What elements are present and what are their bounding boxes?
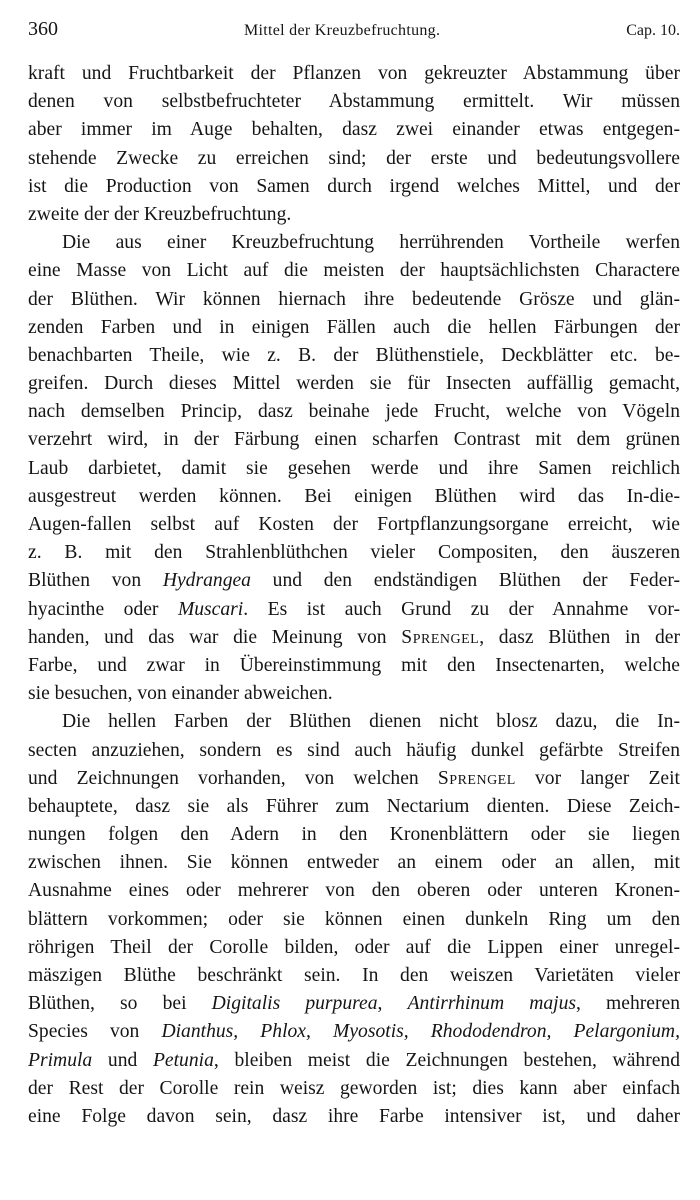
- text-line: [28, 145, 680, 173]
- text-span: Farbe, und zwar in Übereinstimmung mit den Insectenarten, welche: [28, 654, 680, 676]
- text-span: aber immer im Auge behalten, dasz zwei einander etwas entgegen-: [28, 119, 680, 141]
- italic-span: Hydrangea: [162, 570, 251, 592]
- text-span: zenden Farben und in einigen Fällen auch die hellen Färbungen der: [28, 316, 680, 338]
- text-line: [28, 483, 680, 511]
- text-line: [28, 173, 680, 201]
- text-line: [28, 539, 680, 567]
- text-line: [28, 680, 680, 708]
- text-span: nungen folgen den Adern in den Kronenblättern oder sie liegen: [28, 824, 680, 846]
- smallcaps-span: Sprengel: [401, 626, 480, 648]
- text-span: verzehrt wird, in der Färbung einen scharfen Contrast mit dem grünen: [28, 429, 680, 451]
- text-line: [28, 596, 680, 624]
- text-span: Augen-fallen selbst auf Kosten der Fortpflanzungsorgane erreicht, wie: [28, 514, 680, 535]
- text-span: und: [92, 1049, 153, 1071]
- italic-span: Primula: [28, 1049, 93, 1071]
- text-span: Ausnahme eines oder mehrerer von den oberen oder unteren Kronen-: [28, 880, 680, 902]
- text-span: Blüthen, so bei: [28, 993, 212, 1015]
- text-line: [28, 201, 680, 229]
- text-line: [28, 257, 680, 285]
- italic-span: Digitalis purpurea: [211, 993, 378, 1015]
- text-span: und den endständigen Blüthen der Feder-: [250, 570, 680, 592]
- text-span: blättern vorkommen; oder sie können einen dunkeln Ring um den: [28, 908, 680, 930]
- text-span: secten anzuziehen, sondern es sind auch häufig dunkel gefärbte Streifen: [28, 739, 680, 761]
- page-number: 360: [28, 18, 58, 40]
- text-span: denen von selbstbefruchteter Abstammung ermittelt. Wir müssen: [28, 91, 680, 113]
- text-line: [28, 990, 680, 1018]
- text-span: sie besuchen, von einander abweichen.: [28, 683, 333, 705]
- text-span: nach demselben Princip, dasz beinahe jede Frucht, welche von Vögeln: [28, 401, 680, 423]
- text-span: mäszigen Blüthe beschränkt sein. In den weiszen Varietäten vieler: [28, 965, 680, 986]
- text-span: Die aus einer Kreuzbefruchtung herrührenden Vortheile werfen: [62, 232, 680, 254]
- smallcaps-span: Sprengel: [437, 767, 516, 789]
- text-span: der Rest der Corolle rein weisz geworden ist; dies kann aber einfach: [28, 1077, 680, 1099]
- text-span: eine Folge davon sein, dasz ihre Farbe intensiver ist, und daher: [28, 1105, 680, 1127]
- text-line: [28, 962, 680, 990]
- running-title: Mittel der Kreuzbefruchtung.: [243, 22, 441, 39]
- text-span: handen, und das war die Meinung von: [28, 626, 402, 648]
- text-span: benachbarten Theile, wie z. B. der Blüthenstiele, Deckblätter etc. be-: [28, 344, 680, 366]
- text-span: zwischen ihnen. Sie können entweder an einem oder an allen, mit: [28, 852, 680, 874]
- text-span: , dasz Blüthen in der: [479, 626, 680, 648]
- text-span: Species von: [28, 1021, 162, 1043]
- text-span: hyacinthe oder: [28, 598, 178, 620]
- text-line: [28, 314, 680, 342]
- text-span: ist die Production von Samen durch irgend welches Mittel, und der: [28, 175, 680, 197]
- text-line: [28, 60, 680, 88]
- text-span: Die hellen Farben der Blüthen dienen nicht blosz dazu, die In-: [62, 711, 680, 733]
- text-line: [28, 1047, 680, 1075]
- italic-span: Muscari: [177, 598, 244, 620]
- text-line: [28, 1103, 680, 1131]
- text-span: , mehreren: [576, 993, 680, 1015]
- text-span: ,: [377, 993, 408, 1015]
- text-line: [28, 1075, 680, 1103]
- text-line: [28, 116, 680, 144]
- text-line: [28, 286, 680, 314]
- text-line: [28, 426, 680, 454]
- text-span: z. B. mit den Strahlenblüthchen vieler Compositen, den äuszeren: [28, 542, 680, 564]
- text-span: ausgestreut werden können. Bei einigen Blüthen wird das In-die-: [28, 485, 680, 507]
- text-line: [28, 455, 680, 483]
- body-text: [28, 60, 680, 1131]
- text-line: [28, 877, 680, 905]
- text-line: [28, 906, 680, 934]
- text-span: stehende Zwecke zu erreichen sind; der erste und bedeutungsvollere: [28, 147, 680, 169]
- text-span: vor langer Zeit: [515, 767, 680, 789]
- text-span: Blüthen von: [28, 570, 163, 592]
- text-span: . Es ist auch Grund zu der Annahme vor-: [243, 598, 680, 620]
- text-span: , bleiben meist die Zeichnungen bestehen, während: [213, 1049, 680, 1071]
- text-line: [28, 567, 680, 595]
- text-span: der Blüthen. Wir können hiernach ihre bedeutende Grösze und glän-: [28, 288, 680, 310]
- text-line: [28, 398, 680, 426]
- text-line: [28, 1018, 680, 1046]
- text-span: röhrigen Theil der Corolle bilden, oder auf die Lippen einer unregel-: [28, 936, 680, 958]
- text-line: [28, 821, 680, 849]
- text-span: eine Masse von Licht auf die meisten der hauptsächlichsten Charactere: [28, 260, 680, 282]
- text-line: [28, 708, 680, 736]
- text-line: [28, 849, 680, 877]
- text-line: [28, 88, 680, 116]
- text-line: [28, 511, 680, 539]
- text-line: [28, 934, 680, 962]
- text-span: zweite der der Kreuzbefruchtung.: [28, 203, 292, 225]
- running-header: [28, 18, 680, 48]
- text-line: [28, 793, 680, 821]
- text-line: [28, 229, 680, 257]
- text-span: Laub darbietet, damit sie gesehen werde und ihre Samen reichlich: [28, 457, 680, 479]
- text-span: greifen. Durch dieses Mittel werden sie für Insecten auffällig gemacht,: [28, 373, 680, 395]
- text-line: [28, 370, 680, 398]
- text-line: [28, 765, 680, 793]
- text-span: und Zeichnungen vorhanden, von welchen: [28, 767, 438, 789]
- text-line: [28, 342, 680, 370]
- text-line: [28, 652, 680, 680]
- italic-span: Antirrhinum majus: [407, 993, 577, 1015]
- chapter-label: Cap. 10.: [626, 22, 680, 39]
- italic-span: Dianthus, Phlox, Myosotis, Rhododendron, Pelargonium,: [161, 1021, 680, 1043]
- italic-span: Petunia: [152, 1049, 214, 1071]
- text-line: [28, 737, 680, 765]
- text-span: kraft und Fruchtbarkeit der Pflanzen von gekreuzter Abstammung über: [28, 63, 680, 84]
- text-span: behauptete, dasz sie als Führer zum Nectarium dienten. Diese Zeich-: [28, 795, 680, 817]
- text-line: [28, 624, 680, 652]
